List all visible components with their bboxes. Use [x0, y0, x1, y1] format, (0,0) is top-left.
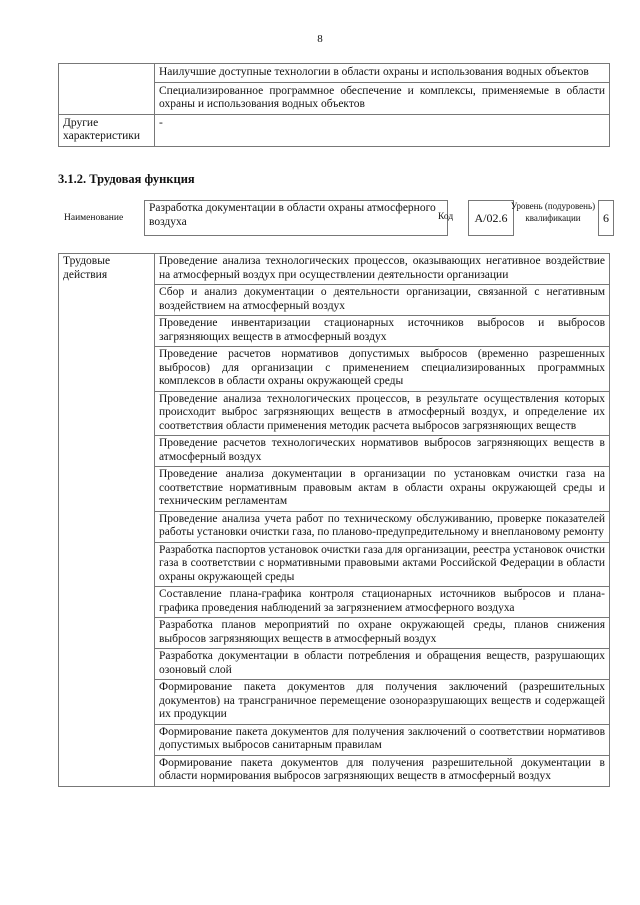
- action-item: Проведение анализа технологических процессов, в результате осуществления которых происходит выброс загрязняющих веществ в атмосферный воздух, и определение их соответствия области применения методик расчета выбросов загрязняющих веществ: [155, 391, 610, 436]
- action-item: Разработка планов мероприятий по охране окружающей среды, планов снижения выбросов загрязняющих веществ в атмосферный воздух: [155, 618, 610, 649]
- table-row: [59, 114, 610, 146]
- table-cell-label: Другие характеристики: [59, 114, 155, 146]
- action-item: Проведение расчетов технологических нормативов выбросов загрязняющих веществ в атмосферный воздух: [155, 436, 610, 467]
- action-item: Разработка паспортов установок очистки газа для организации, реестра установок очистки газа в соответствии с нормативными правовыми актами Российской Федерации в области охраны окружающей среды: [155, 542, 610, 587]
- table-cell-text: Специализированное программное обеспечение и комплексы, применяемые в области охраны и использования водных объектов: [155, 82, 610, 114]
- function-name: Разработка документации в области охраны атмосферного воздуха: [144, 200, 448, 236]
- action-item: Проведение анализа документации в организации по установкам очистки газа на соответствие нормативным правовым актам в области охраны окружающей среды и техническим регламентам: [155, 467, 610, 512]
- qualification-level: 6: [598, 200, 614, 236]
- table-cell-label: [59, 64, 155, 115]
- level-label: Уровень (подуровень) квалификации: [510, 201, 596, 223]
- labor-actions-table: [58, 253, 610, 787]
- action-item: Проведение расчетов нормативов допустимых выбросов (временно разрешенных выбросов) для организации с применением специализированных программных комплексов в области охраны окружающей среды: [155, 347, 610, 392]
- action-item: Формирование пакета документов для получения разрешительной документации в области нормирования выбросов загрязняющих веществ в атмосферный воздух: [155, 755, 610, 786]
- action-item: Проведение анализа технологических процессов, оказывающих негативное воздействие на атмосферный воздух при осуществлении деятельности организации: [155, 254, 610, 285]
- table-cell-text: -: [155, 114, 610, 146]
- section-title: 3.1.2. Трудовая функция: [58, 172, 195, 186]
- name-label: Наименование: [64, 213, 124, 223]
- table-row: [59, 254, 610, 285]
- action-item: Проведение анализа учета работ по техническому обслуживанию, проверке показателей работы установки очистки газа, по планово-предупредительному и внеплановому ремонту: [155, 511, 610, 542]
- code-label: Код: [438, 212, 454, 222]
- action-item: Разработка документации в области потребления и обращения веществ, разрушающих озоновый слой: [155, 649, 610, 680]
- action-item: Составление плана-графика контроля стационарных источников выбросов и плана-графика проведения наблюдений за загрязнением атмосферного воздуха: [155, 587, 610, 618]
- table-row: [59, 64, 610, 83]
- function-header: [58, 198, 614, 242]
- continuation-table: [58, 63, 610, 147]
- function-code: A/02.6: [468, 200, 514, 236]
- action-item: Формирование пакета документов для получения заключений (разрешительных документов) на трансграничное перемещение озоноразрушающих веществ и содержащей их продукции: [155, 680, 610, 725]
- action-item: Формирование пакета документов для получения заключений о соответствии нормативов допустимых выбросов санитарным правилам: [155, 724, 610, 755]
- page-number: 8: [317, 33, 323, 45]
- actions-label: Трудовые действия: [59, 254, 155, 787]
- table-cell-text: Наилучшие доступные технологии в области охраны и использования водных объектов: [155, 64, 610, 83]
- action-item: Проведение инвентаризации стационарных источников выбросов и выбросов загрязняющих веществ в атмосферный воздух: [155, 316, 610, 347]
- action-item: Сбор и анализ документации о деятельности организации, связанной с негативным воздействием на атмосферный воздух: [155, 285, 610, 316]
